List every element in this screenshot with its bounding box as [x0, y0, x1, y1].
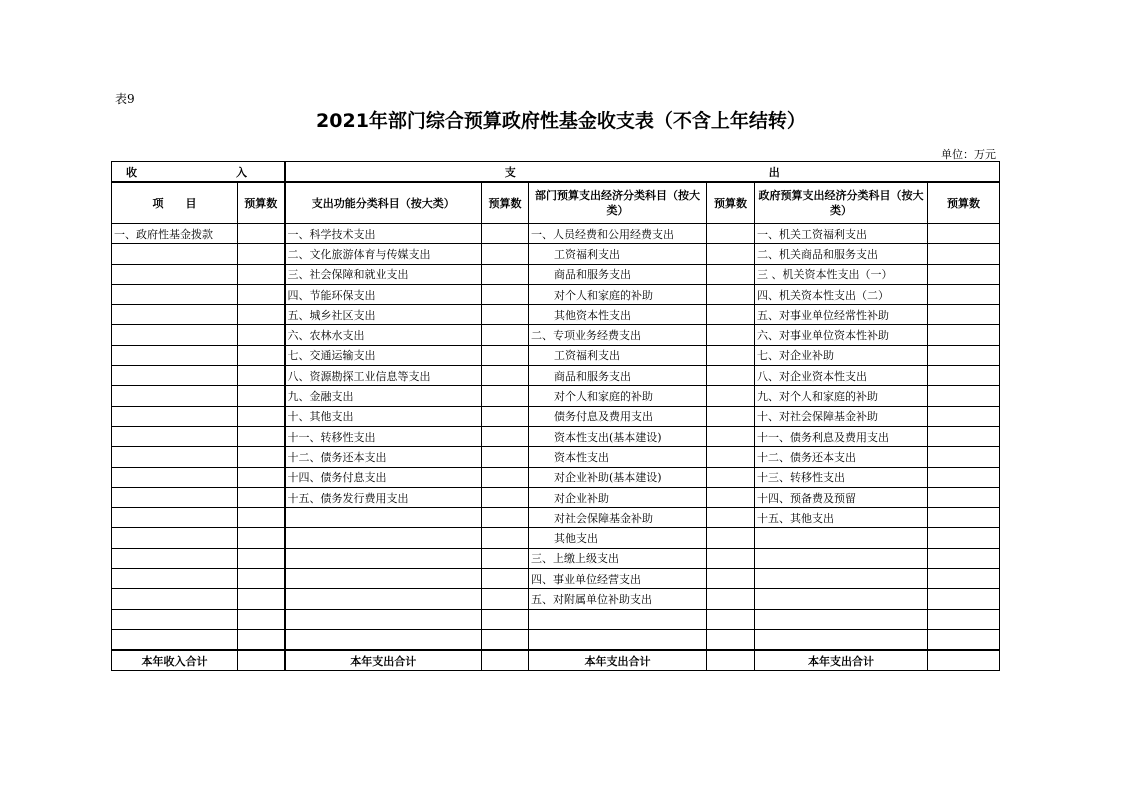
table-cell — [112, 325, 238, 345]
table-cell — [112, 609, 238, 629]
table-cell — [755, 548, 928, 568]
table-cell — [238, 569, 285, 589]
table-row — [112, 548, 1000, 568]
table-cell — [238, 528, 285, 548]
table-cell: 十四、预备费及预留 — [755, 487, 928, 507]
table-cell — [928, 386, 1000, 406]
table-cell: 四、机关资本性支出（二） — [755, 284, 928, 304]
col-header-func: 支出功能分类科目（按大类） — [285, 182, 482, 224]
table-cell: 十一、债务利息及费用支出 — [755, 426, 928, 446]
table-row — [112, 447, 1000, 467]
table-cell: 九、金融支出 — [285, 386, 482, 406]
col-header-budget2: 预算数 — [482, 182, 529, 224]
table-cell — [928, 487, 1000, 507]
table-cell: 其他资本性支出 — [529, 305, 707, 325]
table-row — [112, 244, 1000, 264]
total-cell — [238, 650, 285, 671]
unit-label: 单位：万元 — [941, 148, 996, 161]
budget-table — [111, 161, 1000, 671]
table-cell — [482, 264, 529, 284]
table-cell — [928, 467, 1000, 487]
table-cell — [238, 224, 285, 244]
table-cell — [482, 589, 529, 609]
table-cell — [707, 284, 755, 304]
table-cell — [482, 345, 529, 365]
col-header-item: 项 目 — [112, 182, 238, 224]
table-cell — [707, 224, 755, 244]
table-cell — [928, 345, 1000, 365]
col-header-budget1: 预算数 — [238, 182, 285, 224]
table-cell: 一、机关工资福利支出 — [755, 224, 928, 244]
table-cell: 二、机关商品和服务支出 — [755, 244, 928, 264]
table-cell — [529, 609, 707, 629]
table-cell: 商品和服务支出 — [529, 366, 707, 386]
table-row — [112, 386, 1000, 406]
table-cell — [238, 447, 285, 467]
table-cell — [928, 447, 1000, 467]
table-cell — [482, 305, 529, 325]
table-cell — [482, 629, 529, 650]
table-cell — [928, 508, 1000, 528]
table-cell: 五、对事业单位经常性补助 — [755, 305, 928, 325]
col-header-gov-econ: 政府预算支出经济分类科目（按大类） — [755, 182, 928, 224]
table-cell — [482, 366, 529, 386]
table-cell — [928, 569, 1000, 589]
table-cell — [928, 629, 1000, 650]
table-cell — [482, 548, 529, 568]
table-cell — [112, 345, 238, 365]
table-cell — [529, 629, 707, 650]
table-cell: 九、对个人和家庭的补助 — [755, 386, 928, 406]
total-cell: 本年收入合计 — [112, 650, 238, 671]
table-cell: 八、对企业资本性支出 — [755, 366, 928, 386]
table-row — [112, 426, 1000, 446]
table-row — [112, 305, 1000, 325]
table-cell — [928, 609, 1000, 629]
table-cell: 一、人员经费和公用经费支出 — [529, 224, 707, 244]
table-cell — [482, 325, 529, 345]
table-cell — [112, 528, 238, 548]
table-cell — [112, 447, 238, 467]
table-cell: 工资福利支出 — [529, 345, 707, 365]
table-cell: 其他支出 — [529, 528, 707, 548]
table-cell — [238, 244, 285, 264]
table-cell: 八、资源勘探工业信息等支出 — [285, 366, 482, 386]
totals-row — [112, 650, 1000, 671]
table-cell: 对社会保障基金补助 — [529, 508, 707, 528]
table-cell: 十五、债务发行费用支出 — [285, 487, 482, 507]
table-cell — [707, 528, 755, 548]
table-row — [112, 264, 1000, 284]
table-cell — [928, 589, 1000, 609]
table-cell — [238, 508, 285, 528]
total-cell: 本年支出合计 — [755, 650, 928, 671]
table-cell — [112, 244, 238, 264]
table-cell: 资本性支出(基本建设) — [529, 426, 707, 446]
table-cell — [928, 426, 1000, 446]
table-cell — [707, 548, 755, 568]
table-cell — [238, 589, 285, 609]
table-cell: 十五、其他支出 — [755, 508, 928, 528]
table-row — [112, 467, 1000, 487]
table-cell: 十一、转移性支出 — [285, 426, 482, 446]
table-cell: 四、事业单位经营支出 — [529, 569, 707, 589]
table-cell — [482, 426, 529, 446]
table-cell — [285, 609, 482, 629]
table-cell — [482, 609, 529, 629]
table-cell: 七、交通运输支出 — [285, 345, 482, 365]
table-cell: 商品和服务支出 — [529, 264, 707, 284]
table-row — [112, 284, 1000, 304]
table-cell: 对企业补助(基本建设) — [529, 467, 707, 487]
income-group-header: 收 入 — [112, 162, 285, 183]
table-cell — [928, 305, 1000, 325]
table-cell: 二、文化旅游体育与传媒支出 — [285, 244, 482, 264]
table-cell: 一、科学技术支出 — [285, 224, 482, 244]
table-cell — [482, 447, 529, 467]
table-cell — [928, 284, 1000, 304]
table-cell — [112, 305, 238, 325]
table-cell — [112, 548, 238, 568]
total-cell — [707, 650, 755, 671]
table-cell — [928, 548, 1000, 568]
table-cell — [707, 264, 755, 284]
col-header-dept-econ: 部门预算支出经济分类科目（按大类） — [529, 182, 707, 224]
table-cell — [755, 569, 928, 589]
table-cell — [707, 426, 755, 446]
table-cell: 对个人和家庭的补助 — [529, 284, 707, 304]
total-cell — [928, 650, 1000, 671]
table-cell — [707, 569, 755, 589]
table-body — [112, 224, 1000, 651]
table-cell — [238, 629, 285, 650]
table-cell: 五、城乡社区支出 — [285, 305, 482, 325]
table-cell: 七、对企业补助 — [755, 345, 928, 365]
table-cell — [112, 426, 238, 446]
table-cell — [482, 487, 529, 507]
table-cell — [285, 548, 482, 568]
table-cell — [238, 406, 285, 426]
table-cell — [928, 366, 1000, 386]
table-cell — [238, 487, 285, 507]
table-cell: 对企业补助 — [529, 487, 707, 507]
table-cell — [482, 386, 529, 406]
table-cell — [112, 589, 238, 609]
table-cell — [707, 305, 755, 325]
table-cell — [707, 629, 755, 650]
table-cell — [707, 406, 755, 426]
table-cell — [707, 447, 755, 467]
table-cell — [112, 487, 238, 507]
table-cell — [112, 508, 238, 528]
table-cell — [238, 426, 285, 446]
table-cell — [112, 284, 238, 304]
table-cell — [928, 406, 1000, 426]
table-cell: 四、节能环保支出 — [285, 284, 482, 304]
table-row — [112, 325, 1000, 345]
table-cell: 资本性支出 — [529, 447, 707, 467]
table-cell — [238, 366, 285, 386]
table-cell: 十四、债务付息支出 — [285, 467, 482, 487]
table-cell — [482, 528, 529, 548]
table-row — [112, 609, 1000, 629]
table-cell: 三、社会保障和就业支出 — [285, 264, 482, 284]
table-number: 表9 — [115, 92, 135, 106]
table-cell — [238, 548, 285, 568]
table-cell — [238, 305, 285, 325]
table-cell: 三、上缴上级支出 — [529, 548, 707, 568]
table-cell — [707, 325, 755, 345]
table-cell — [238, 325, 285, 345]
table-cell: 十二、债务还本支出 — [755, 447, 928, 467]
table-row — [112, 589, 1000, 609]
table-cell — [482, 508, 529, 528]
table-cell — [755, 528, 928, 548]
table-cell — [285, 508, 482, 528]
table-cell — [928, 528, 1000, 548]
table-cell: 十、对社会保障基金补助 — [755, 406, 928, 426]
table-cell — [482, 224, 529, 244]
table-cell: 三 、机关资本性支出（一） — [755, 264, 928, 284]
table-cell: 十三、转移性支出 — [755, 467, 928, 487]
table-cell — [707, 609, 755, 629]
table-cell — [112, 569, 238, 589]
table-cell — [928, 325, 1000, 345]
table-row — [112, 569, 1000, 589]
table-cell — [238, 386, 285, 406]
table-cell — [707, 467, 755, 487]
table-row — [112, 345, 1000, 365]
table-cell — [112, 366, 238, 386]
total-cell: 本年支出合计 — [285, 650, 482, 671]
table-cell — [285, 589, 482, 609]
table-cell: 十二、债务还本支出 — [285, 447, 482, 467]
table-cell — [755, 609, 928, 629]
expenditure-group-header: 支 出 — [285, 162, 1000, 183]
table-cell — [482, 284, 529, 304]
table-cell — [238, 264, 285, 284]
table-cell — [112, 386, 238, 406]
table-cell — [285, 569, 482, 589]
table-cell — [238, 467, 285, 487]
table-cell — [482, 244, 529, 264]
table-cell: 六、对事业单位资本性补助 — [755, 325, 928, 345]
col-header-budget3: 预算数 — [707, 182, 755, 224]
table-row — [112, 406, 1000, 426]
table-row — [112, 224, 1000, 244]
table-cell — [707, 487, 755, 507]
table-cell: 对个人和家庭的补助 — [529, 386, 707, 406]
table-cell — [482, 569, 529, 589]
table-cell — [482, 406, 529, 426]
table-cell — [285, 629, 482, 650]
table-row — [112, 629, 1000, 650]
table-cell — [755, 589, 928, 609]
table-cell: 五、对附属单位补助支出 — [529, 589, 707, 609]
table-cell — [112, 406, 238, 426]
table-cell — [238, 284, 285, 304]
table-row — [112, 508, 1000, 528]
table-cell — [112, 629, 238, 650]
page-title: 2021年部门综合预算政府性基金收支表（不含上年结转） — [316, 110, 806, 132]
table-cell — [707, 244, 755, 264]
table-row — [112, 528, 1000, 548]
table-cell: 二、专项业务经费支出 — [529, 325, 707, 345]
total-cell: 本年支出合计 — [529, 650, 707, 671]
table-cell — [928, 264, 1000, 284]
table-cell — [707, 345, 755, 365]
table-cell — [238, 345, 285, 365]
table-cell — [238, 609, 285, 629]
table-row — [112, 366, 1000, 386]
table-cell — [928, 224, 1000, 244]
table-cell — [482, 467, 529, 487]
table-cell — [707, 366, 755, 386]
table-cell: 六、农林水支出 — [285, 325, 482, 345]
table-cell — [707, 386, 755, 406]
table-cell — [112, 467, 238, 487]
total-cell — [482, 650, 529, 671]
table-cell: 十、其他支出 — [285, 406, 482, 426]
col-header-budget4: 预算数 — [928, 182, 1000, 224]
table-cell — [285, 528, 482, 548]
table-cell: 债务付息及费用支出 — [529, 406, 707, 426]
table-row — [112, 487, 1000, 507]
table-cell: 工资福利支出 — [529, 244, 707, 264]
table-cell — [928, 244, 1000, 264]
table-cell — [707, 508, 755, 528]
table-cell — [707, 589, 755, 609]
table-cell — [112, 264, 238, 284]
table-cell — [755, 629, 928, 650]
table-cell: 一、政府性基金拨款 — [112, 224, 238, 244]
